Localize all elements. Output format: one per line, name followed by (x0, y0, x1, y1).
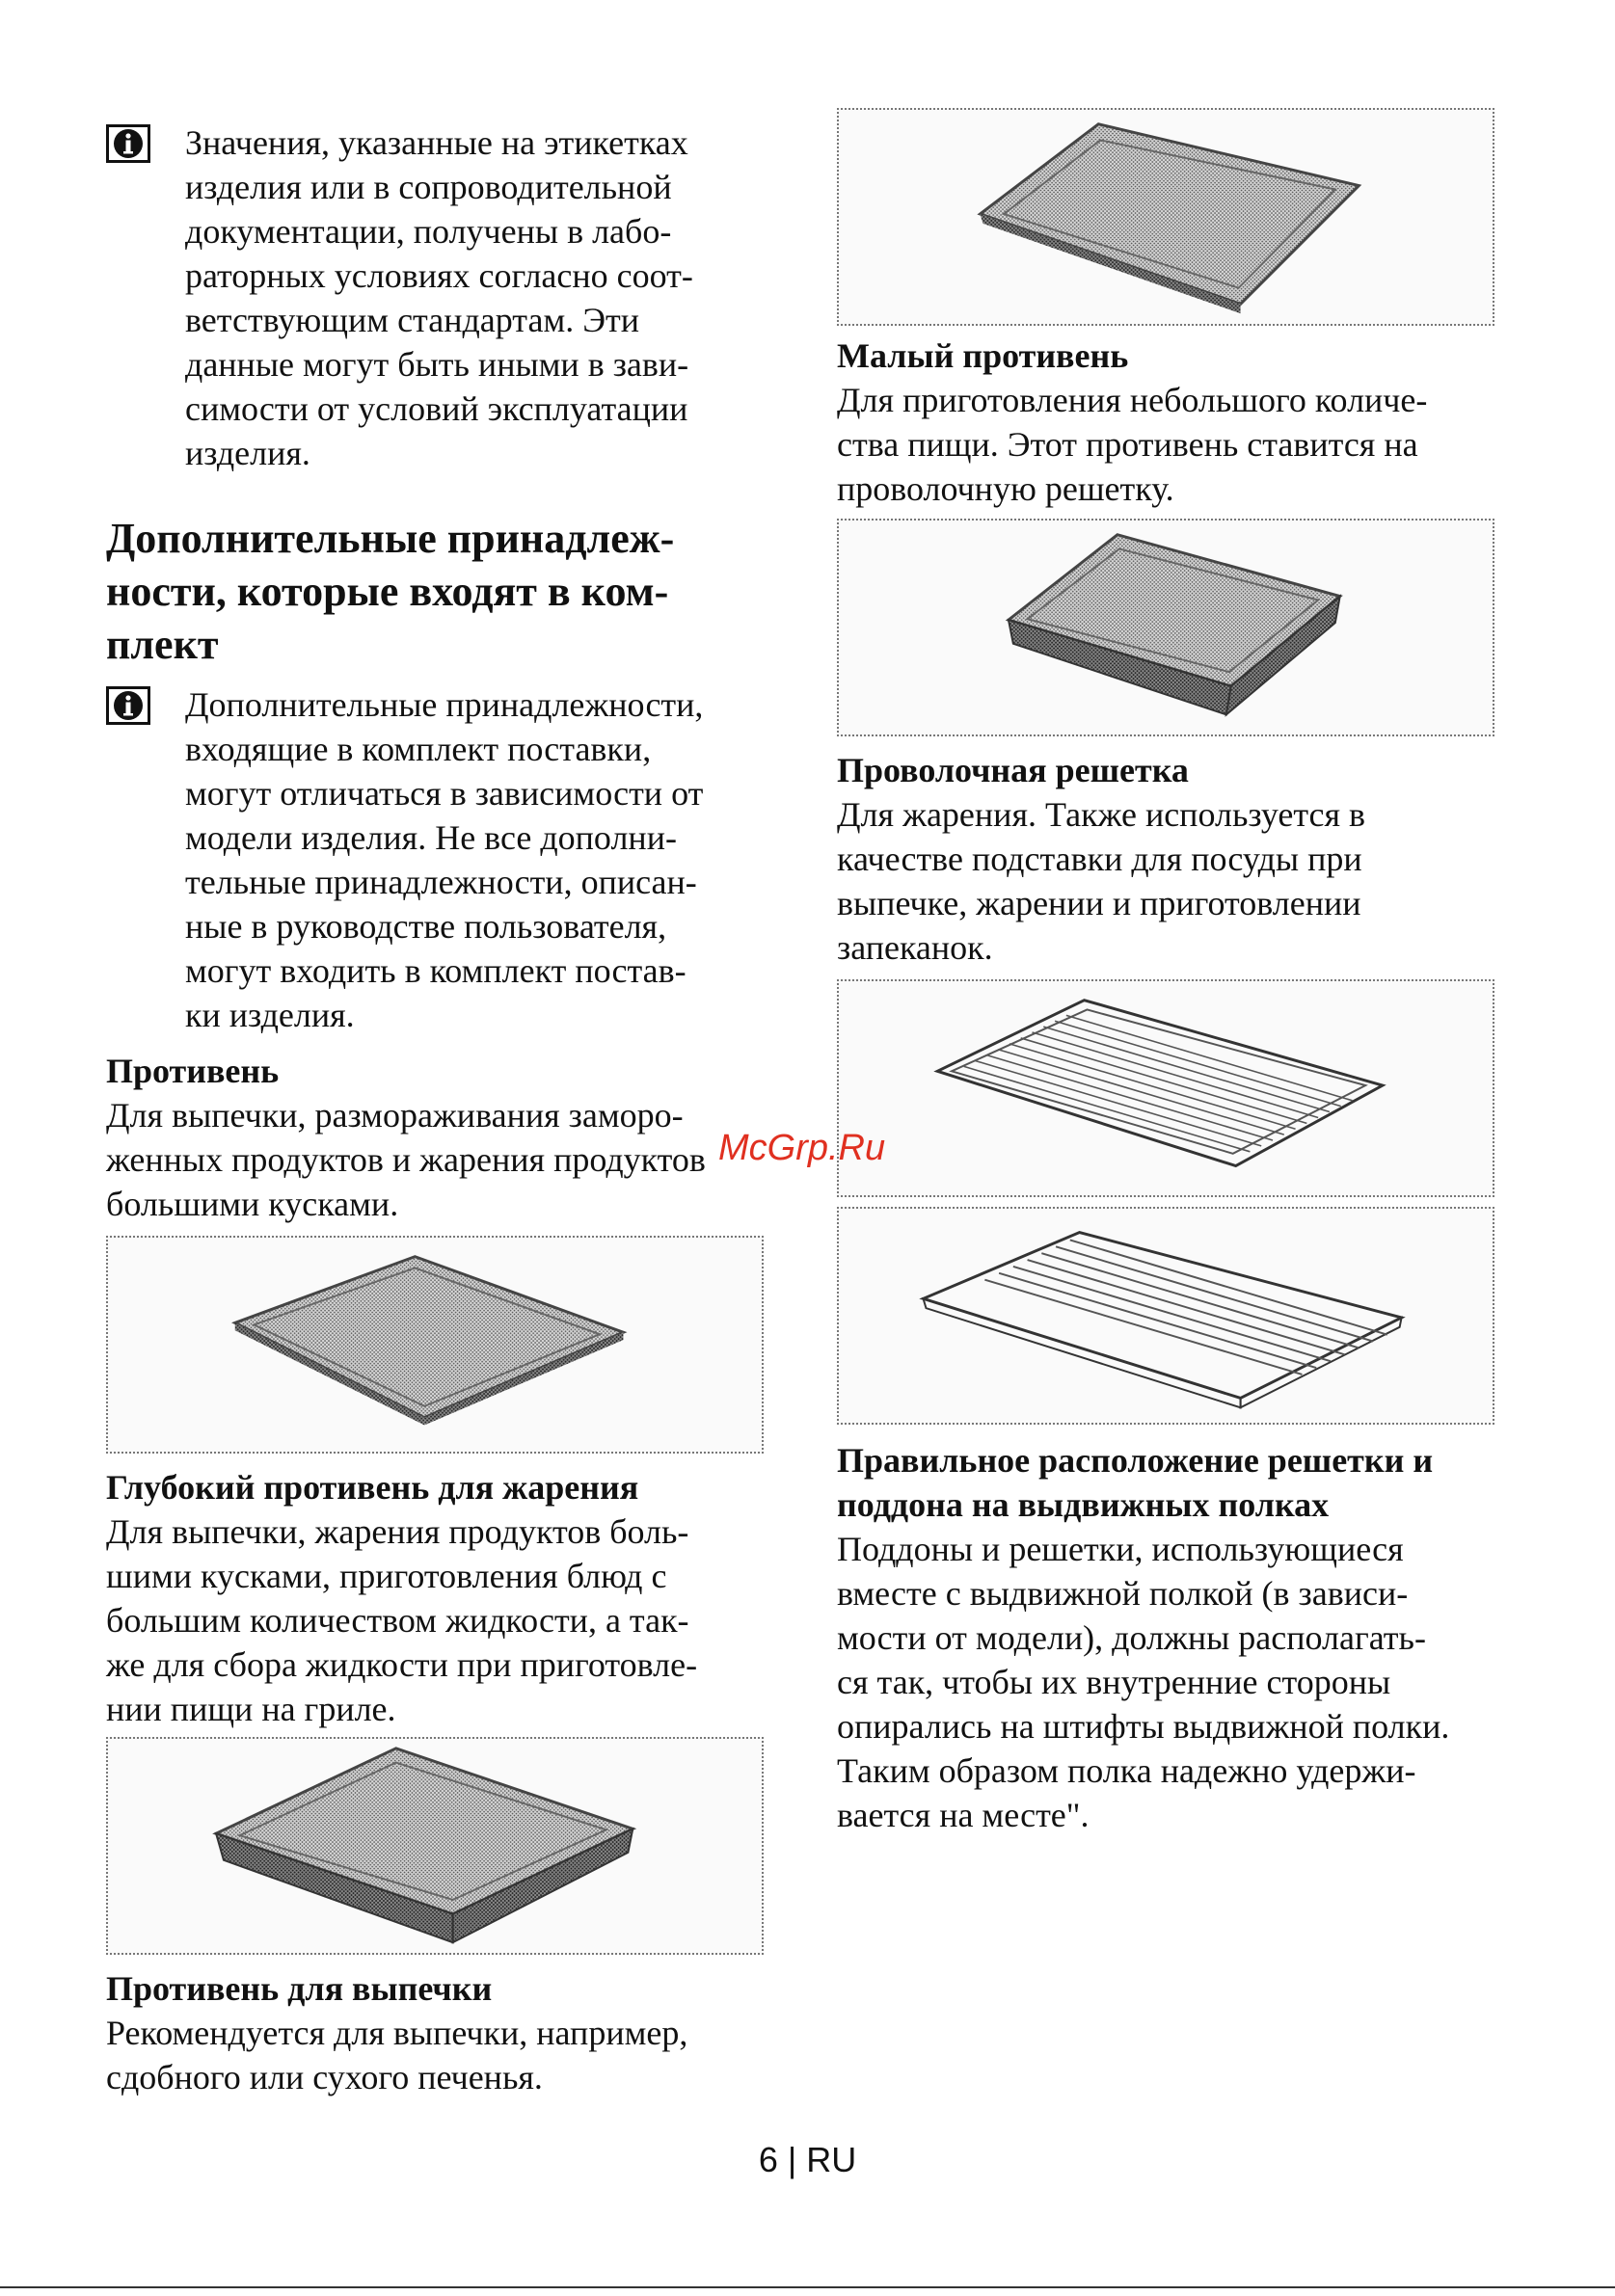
tray-illustration (108, 1238, 762, 1452)
baking-tray-text: Рекомендуется для выпечки, например, сдобного или сухого печенья. (106, 2014, 688, 2096)
placement-title: Правильное расположение решетки и поддона на выдвижных полках (837, 1441, 1434, 1524)
bottom-rule (0, 2286, 1615, 2288)
info-note-accessories (106, 682, 781, 1037)
wire-rack-title: Проволочная решетка (837, 751, 1189, 789)
section-heading-accessories: Дополнительные принадлеж- ности, которые входят в ком- плект (106, 515, 675, 668)
info-icon (106, 124, 150, 163)
wire-rack-2-image (837, 1207, 1494, 1425)
deep-tray-illustration (108, 1739, 762, 1953)
tray-image (106, 1236, 764, 1454)
small-tray-illustration (839, 110, 1493, 324)
deep-tray-title: Глубокий противень для жарения (106, 1468, 639, 1507)
page-footer: 6 | RU (758, 2140, 857, 2179)
small-tray-2-illustration (839, 521, 1493, 734)
info-icon (106, 686, 150, 725)
info-note-values (106, 120, 781, 475)
small-tray-text: Для приготовления небольшого количе- ства пищи. Этот противень ставится на проволочную решетку. (837, 381, 1428, 508)
small-tray-image (837, 108, 1494, 326)
wire-rack-image (837, 979, 1494, 1197)
wire-rack-2-illustration (839, 1209, 1493, 1423)
deep-tray-image (106, 1737, 764, 1955)
baking-tray-title: Противень для выпечки (106, 1969, 493, 2008)
placement-text: Поддоны и решетки, использующиеся вместе с выдвижной полкой (в зависи- мости от модели), должны располагать- ся так, чтобы их внутренние стороны опирались на штифты выдвижной полки. Таким образом полка надежно удержи- вается на месте". (837, 1530, 1450, 1834)
deep-tray-text: Для выпечки, жарения продуктов боль- шими кусками, приготовления блюд с большим количеством жидкости, а так- же для сбора жидкости при приготовле- нии пищи на гриле. (106, 1512, 698, 1728)
small-tray-title: Малый противень (837, 336, 1129, 375)
tray-title: Противень (106, 1052, 280, 1090)
right-column (837, 108, 1531, 1837)
tray-text: Для выпечки, размораживания заморо- женных продуктов и жарения продуктов большими кусками. (106, 1096, 706, 1223)
wire-rack-text: Для жарения. Также используется в качестве подставки для посуды при выпечке, жарении и приготовлении запеканок. (837, 795, 1366, 967)
note-accessories-text: Дополнительные принадлежности, входящие в комплект поставки, могут отличаться в зависимости от модели изделия. Не все дополни- тельные принадлежности, описан- ные в руководстве пользователя, могут входить в комплект постав- ки изделия. (185, 685, 704, 1034)
watermark: McGrp.Ru (718, 1128, 886, 1168)
wire-rack-illustration (839, 981, 1493, 1195)
note-values-text: Значения, указанные на этикетках изделия или в сопроводительной документации, получены в лабо- раторных условиях согласно соот- ветствующим стандартам. Эти данные могут быть иными в зави- симости от условий эксплуатации изделия. (185, 123, 693, 472)
left-column (106, 120, 781, 2099)
small-tray-2-image (837, 519, 1494, 736)
